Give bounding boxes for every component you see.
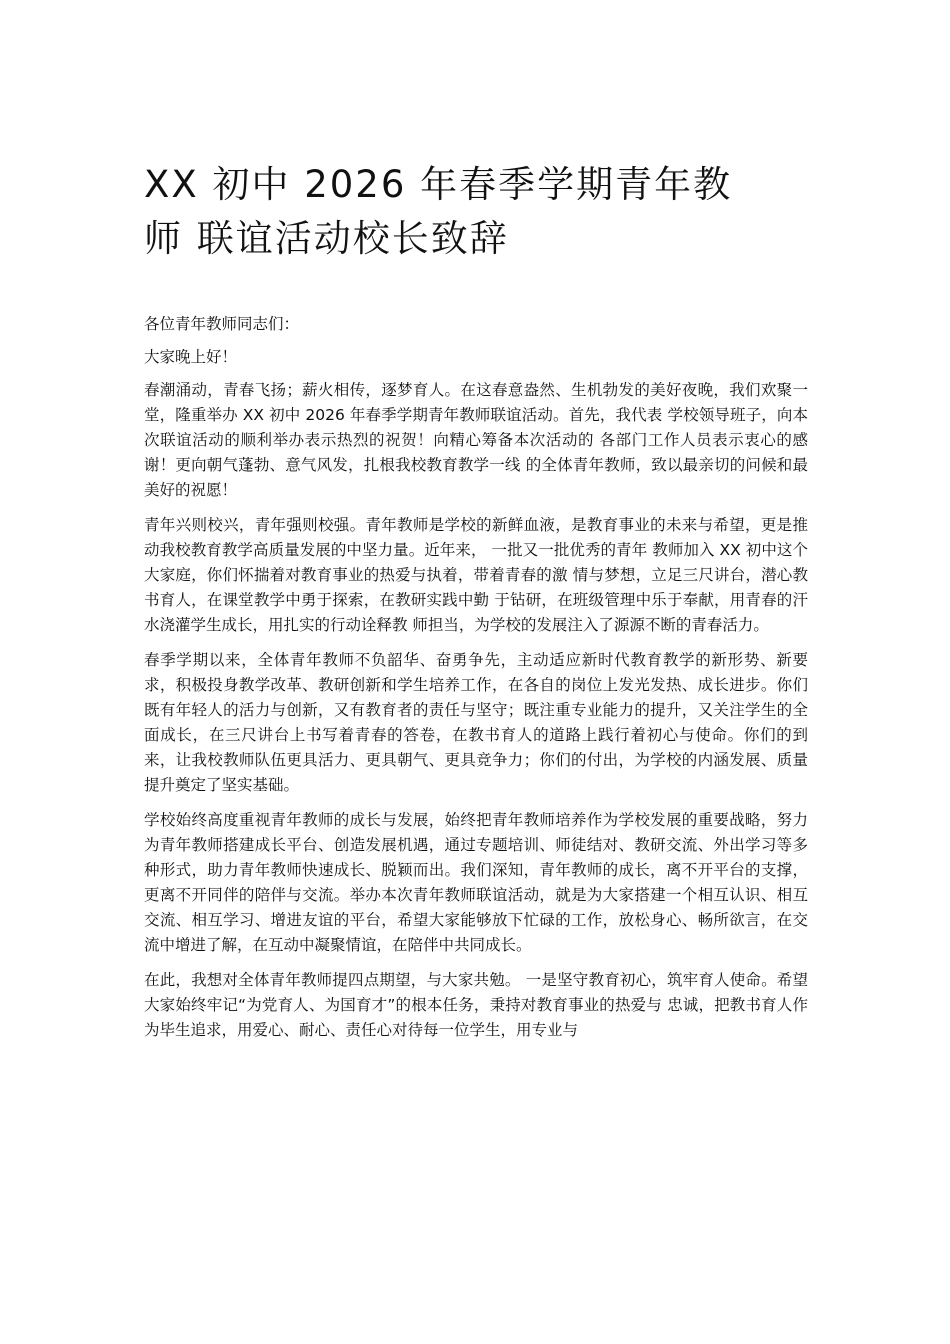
paragraph-2: 青年兴则校兴，青年强则校强。青年教师是学校的新鲜血液，是教育事业的未来与希望，更是推动我校教育教学高质量发展的中坚力量。近年来， 一批又一批优秀的青年 教师加入 XX 初中这个大家庭，你们怀揣着对教育事业的热爱与执着，带着青春的激 情与梦想，立足三尺讲台，潜心教书育人，在课堂教学中勇于探索，在教研实践中勤 于钻研，在班级管理中乐于奉献，用青春的汗水浇灌学生成长，用扎实的行动诠释教 师担当，为学校的发展注入了源源不断的青春活力。 <box>144 516 808 634</box>
document-title <box>144 158 824 266</box>
title-line-2: 师 联谊活动校长致辞 <box>144 217 509 260</box>
salutation: 各位青年教师同志们： <box>144 315 300 333</box>
paragraph-5: 在此，我想对全体青年教师提四点期望，与大家共勉。 一是坚守教育初心，筑牢育人使命。希望大家始终牢记“为党育人、为国育才”的根本任务，秉持对教育事业的热爱与 忠诚，把教书育人作为毕生追求，用爱心、耐心、责任心对待每一位学生，用专业与 <box>144 971 808 1039</box>
greeting: 大家晚上好！ <box>144 348 238 366</box>
title-line-1: XX 初中 2026 年春季学期青年教 <box>144 163 733 206</box>
paragraph-1: 春潮涌动，青春飞扬；薪火相传，逐梦育人。在这春意盎然、生机勃发的美好夜晚，我们欢聚一堂，隆重举办 XX 初中 2026 年春季学期青年教师联谊活动。首先，我代表 学校领导班子，向本次联谊活动的顺利举办表示热烈的祝贺！向精心筹备本次活动的 各部门工作人员表示衷心的感谢！更向朝气蓬勃、意气风发，扎根我校教育教学一线 的全体青年教师，致以最亲切的问候和最美好的祝愿！ <box>144 381 808 499</box>
document-body <box>144 312 808 1053</box>
paragraph-3: 春季学期以来，全体青年教师不负韶华、奋勇争先，主动适应新时代教育教学的新形势、新要求，积极投身教学改革、教研创新和学生培养工作，在各自的岗位上发光发热、成长进步。你们既有年轻人的活力与创新，又有教育者的责任与坚守；既注重专业能力的提升，又关注学生的全面成长，在三尺讲台上书写着青春的答卷，在教书育人的道路上践行着初心与使命。你们的到来，让我校教师队伍更具活力、更具朝气、更具竞争力；你们的付出，为学校的内涵发展、质量提升奠定了坚实基础。 <box>144 651 808 794</box>
paragraph-4: 学校始终高度重视青年教师的成长与发展，始终把青年教师培养作为学校发展的重要战略，努力为青年教师搭建成长平台、创造发展机遇，通过专题培训、师徒结对、教研交流、外出学习等多种形式，助力青年教师快速成长、脱颖而出。我们深知，青年教师的成长，离不开平台的支撑，更离不开同伴的陪伴与交流。举办本次青年教师联谊活动，就是为大家搭建一个相互认识、相互交流、相互学习、增进友谊的平台，希望大家能够放下忙碌的工作，放松身心、畅所欲言，在交流中增进了解，在互动中凝聚情谊，在陪伴中共同成长。 <box>144 811 808 954</box>
